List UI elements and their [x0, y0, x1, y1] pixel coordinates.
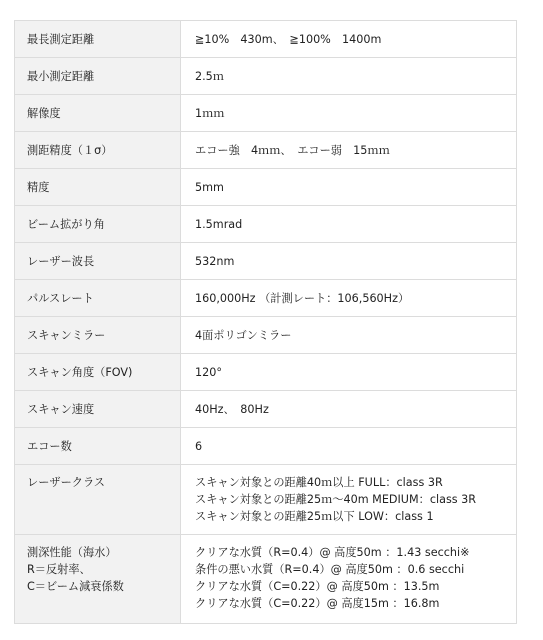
spec-value: クリアな水質（R=0.4）@ 高度50m ：1.43 secchi※ 条件の悪い水質（R=0.4）@ 高度50m ：0.6 secchi クリアな水質（C=0.22）@ 高度50m ：13.5m クリアな水質（C=0.22）@ 高度15m ：16.8m — [181, 535, 517, 624]
spec-value: 5mm — [181, 169, 517, 206]
spec-label: レーザークラス — [15, 465, 181, 535]
spec-value: 532nm — [181, 243, 517, 280]
spec-value: 160,000Hz （計測レート：106,560Hz） — [181, 280, 517, 317]
spec-label: ビーム拡がり角 — [15, 206, 181, 243]
spec-value: 6 — [181, 428, 517, 465]
spec-row — [15, 391, 517, 428]
spec-value: ≧10% 430m、 ≧100% 1400m — [181, 21, 517, 58]
spec-row — [15, 206, 517, 243]
spec-table-container — [14, 20, 517, 624]
spec-row — [15, 535, 517, 624]
spec-value: スキャン対象との距離40ｍ以上 FULL：class 3R スキャン対象との距離25ｍ～40m MEDIUM：class 3R スキャン対象との距離25ｍ以下 LOW：class 1 — [181, 465, 517, 535]
spec-table — [14, 20, 517, 624]
spec-row — [15, 169, 517, 206]
spec-value: 1ｍｍ — [181, 95, 517, 132]
spec-row — [15, 280, 517, 317]
spec-label: 最長測定距離 — [15, 21, 181, 58]
spec-row — [15, 132, 517, 169]
spec-label: 測深性能（海水） R＝反射率、 C＝ビーム減衰係数 — [15, 535, 181, 624]
spec-row — [15, 354, 517, 391]
spec-label: 測距精度（１σ） — [15, 132, 181, 169]
spec-row — [15, 58, 517, 95]
spec-label: 最小測定距離 — [15, 58, 181, 95]
spec-label: レーザー波長 — [15, 243, 181, 280]
spec-value: 40Hz、 80Hz — [181, 391, 517, 428]
spec-value: 120° — [181, 354, 517, 391]
spec-label: 精度 — [15, 169, 181, 206]
spec-label: 解像度 — [15, 95, 181, 132]
spec-row — [15, 465, 517, 535]
spec-label: エコー数 — [15, 428, 181, 465]
spec-value: 2.5ｍ — [181, 58, 517, 95]
spec-row — [15, 428, 517, 465]
spec-row — [15, 317, 517, 354]
spec-row — [15, 243, 517, 280]
spec-label: スキャンミラー — [15, 317, 181, 354]
spec-value: 4面ポリゴンミラー — [181, 317, 517, 354]
spec-row — [15, 21, 517, 58]
spec-row — [15, 95, 517, 132]
spec-value: 1.5mrad — [181, 206, 517, 243]
spec-value: エコー強 4ｍｍ、 エコー弱 15ｍｍ — [181, 132, 517, 169]
spec-label: パルスレート — [15, 280, 181, 317]
spec-label: スキャン速度 — [15, 391, 181, 428]
spec-label: スキャン角度（FOV) — [15, 354, 181, 391]
